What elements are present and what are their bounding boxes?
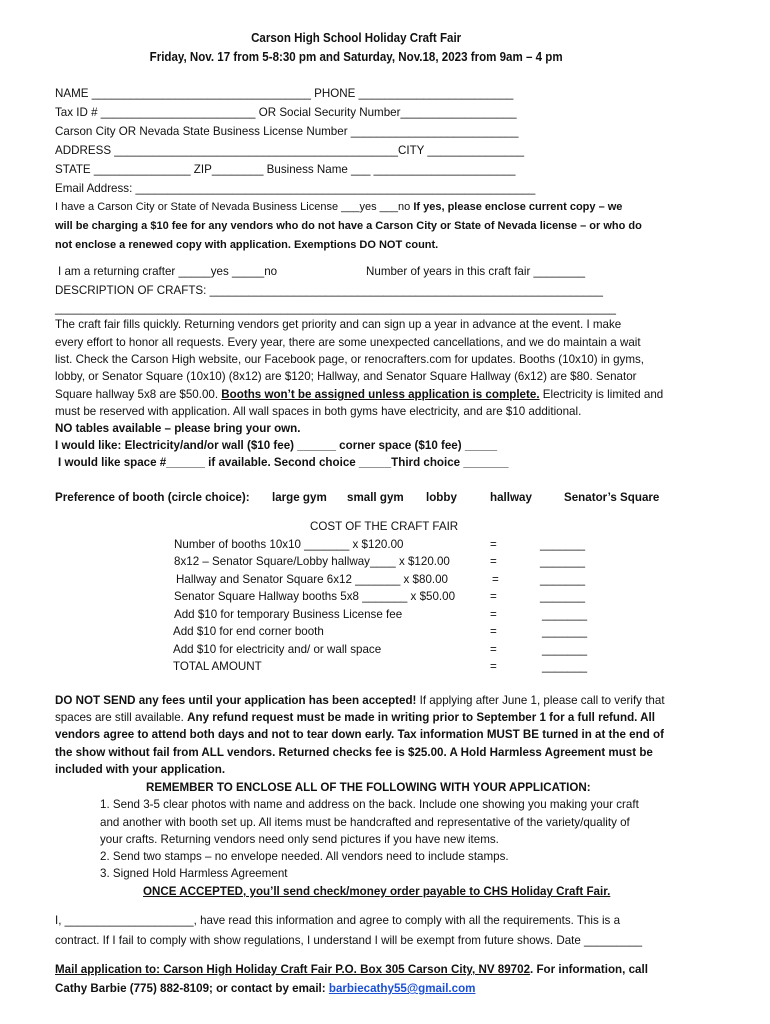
cost-row-equals: =	[492, 573, 499, 586]
craft-description-blank[interactable]: _______________________________________________________________________________________	[55, 302, 616, 315]
cost-row-label: TOTAL AMOUNT	[173, 660, 262, 673]
cost-row-equals: =	[490, 538, 497, 551]
payment-instructions: ONCE ACCEPTED, you’ll send check/money order payable to CHS Holiday Craft Fair.	[143, 885, 611, 898]
booth-preference-label: Preference of booth (circle choice):	[55, 491, 250, 504]
contact-phone: Cathy Barbie (775) 882-8109; or contact by email:	[55, 982, 329, 995]
assignment-warning: Booths won’t be assigned unless application is complete.	[221, 388, 540, 401]
requirement-item: your crafts. Returning vendors need only send pictures if you have new items.	[100, 833, 499, 846]
verify-spaces-note: If applying after June 1, please call to verify that	[416, 694, 665, 707]
cost-row-label[interactable]: Add $10 for electricity and/ or wall space	[173, 643, 382, 656]
cost-row-label[interactable]: Number of booths 10x10 _______ x $120.00	[174, 538, 404, 551]
fees-line	[55, 710, 655, 726]
cost-row-label[interactable]: Add $10 for temporary Business License fee	[174, 608, 403, 621]
event-dates: Friday, Nov. 17 from 5-8:30 pm and Saturday, Nov.18, 2023 from 9am – 4 pm	[149, 50, 563, 64]
do-not-send-fees: DO NOT SEND any fees until your application has been accepted!	[55, 694, 417, 707]
tax-id-line[interactable]: Tax ID # ________________________ OR Social Security Number__________________	[55, 106, 517, 119]
cost-row-equals: =	[490, 660, 497, 673]
cost-row-equals: =	[490, 590, 497, 603]
craft-description-line[interactable]: DESCRIPTION OF CRAFTS: _____________________________________________________________	[55, 284, 603, 297]
booth-option[interactable]: large gym	[272, 491, 327, 504]
license-statement	[55, 199, 622, 215]
fees-line: included with your application.	[55, 763, 226, 776]
cost-row-blank[interactable]: _______	[540, 555, 586, 568]
cost-row-label[interactable]: 8x12 – Senator Square/Lobby hallway____ x $120.00	[174, 555, 450, 568]
cost-row-blank[interactable]: _______	[540, 538, 586, 551]
no-tables-note: NO tables available – please bring your own.	[55, 422, 301, 435]
agreement-line[interactable]: I, ____________________, have read this information and agree to comply with all the requirements. This is a	[55, 914, 621, 927]
electricity-request-line[interactable]: I would like: Electricity/and/or wall ($10 fee) ______ corner space ($10 fee) _____	[55, 439, 498, 452]
cost-row-blank[interactable]: _______	[542, 625, 588, 638]
cost-row-equals: =	[490, 608, 497, 621]
fees-line: vendors agree to attend both days and not to tear down early. Tax information MUST BE turned in at the end of	[55, 728, 664, 741]
agreement-line[interactable]: contract. If I fail to comply with show regulations, I understand I will be exempt from future shows. Date _________	[55, 934, 643, 947]
cost-row-label[interactable]: Senator Square Hallway booths 5x8 _______ x $50.00	[174, 590, 456, 603]
remember-heading: REMEMBER TO ENCLOSE ALL OF THE FOLLOWING WITH YOUR APPLICATION:	[146, 781, 591, 794]
cost-row-equals: =	[490, 555, 497, 568]
info-line: list. Check the Carson High website, our Facebook page, or renocrafters.com for updates. Booths (10x10) in gyms,	[55, 353, 644, 366]
info-line: must be reserved with application. All wall spaces in both gyms have electricity, and are $10 additional.	[55, 405, 582, 418]
info-line: The craft fair fills quickly. Returning vendors get priority and can sign up a year in advance at the event. I make	[55, 318, 622, 331]
hallway-price: Square hallway 5x8 are $50.00.	[55, 388, 222, 401]
requirement-item: 1. Send 3-5 clear photos with name and address on the back. Include one showing you making your craft	[100, 798, 639, 811]
license-note-1: If yes, please enclose current copy – we	[413, 201, 623, 213]
space-request-line[interactable]: I would like space #______ if available. Second choice _____Third choice _______	[58, 456, 509, 469]
cost-row-blank[interactable]: _______	[540, 590, 586, 603]
address-city-line[interactable]: ADDRESS ____________________________________________CITY _______________	[55, 144, 525, 157]
license-question: I have a Carson City or State of Nevada Business License ___yes ___no	[55, 201, 414, 213]
name-phone-line[interactable]: NAME __________________________________ PHONE ________________________	[55, 87, 514, 100]
booth-option[interactable]: small gym	[347, 491, 404, 504]
cost-table-title: COST OF THE CRAFT FAIR	[310, 520, 459, 533]
cost-row-equals: =	[490, 625, 497, 638]
spaces-available-note: spaces are still available.	[55, 711, 188, 724]
cost-row-blank[interactable]: _______	[542, 643, 588, 656]
email-address-line[interactable]: Email Address: ______________________________________________________________	[55, 182, 536, 195]
cost-row-blank[interactable]: _______	[540, 573, 586, 586]
cost-row-equals: =	[490, 643, 497, 656]
mail-instructions	[55, 962, 648, 978]
info-line	[55, 387, 663, 403]
booth-option[interactable]: hallway	[490, 491, 532, 504]
info-line: lobby, or Senator Square (10x10) (8x12) are $120; Hallway, and Senator Square Hallway (6x12) are $80. Senator	[55, 370, 637, 383]
electricity-note: Electricity is limited and	[539, 388, 664, 401]
mail-address: Mail application to: Carson High Holiday Craft Fair P.O. Box 305 Carson City, NV 89702	[55, 963, 531, 976]
years-in-fair-line[interactable]: Number of years in this craft fair ________	[366, 265, 586, 278]
cost-row-blank[interactable]: _______	[542, 608, 588, 621]
returning-crafter-line[interactable]: I am a returning crafter _____yes _____no	[58, 265, 278, 278]
page-title: Carson High School Holiday Craft Fair	[251, 31, 462, 45]
information-call: . For information, call	[530, 963, 648, 976]
license-note-2: will be charging a $10 fee for any vendors who do not have a Carson City or State of Nevada license – or who do	[55, 220, 642, 232]
license-note-3: not enclose a renewed copy with application. Exemptions DO NOT count.	[55, 239, 439, 251]
booth-option[interactable]: Senator’s Square	[564, 491, 660, 504]
info-line: every effort to honor all requests. Every year, there are some unexpected cancellations, and we do maintain a wait	[55, 336, 641, 349]
cost-row-label[interactable]: Hallway and Senator Square 6x12 _______ x $80.00	[176, 573, 449, 586]
contact-line	[55, 981, 475, 997]
fees-line: the show without fail from ALL vendors. Returned checks fee is $25.00. A Hold Harmless Agreement must be	[55, 746, 653, 759]
booth-option[interactable]: lobby	[426, 491, 457, 504]
cost-row-label[interactable]: Add $10 for end corner booth	[173, 625, 324, 638]
requirement-item: 3. Signed Hold Harmless Agreement	[100, 867, 288, 880]
fees-line	[55, 693, 665, 709]
contact-email-link[interactable]: barbiecathy55@gmail.com	[328, 982, 476, 995]
refund-policy: Any refund request must be made in writing prior to September 1 for a full refund. All	[187, 711, 655, 724]
state-zip-business-line[interactable]: STATE _______________ ZIP________ Business Name ___ ______________________	[55, 163, 516, 176]
total-amount-blank[interactable]: _______	[542, 660, 588, 673]
business-license-line[interactable]: Carson City OR Nevada State Business License Number __________________________	[55, 125, 519, 138]
requirement-item: and another with booth set up. All items must be handcrafted and representative of the variety/quality of	[100, 816, 630, 829]
requirement-item: 2. Send two stamps – no envelope needed. All vendors need to include stamps.	[100, 850, 509, 863]
